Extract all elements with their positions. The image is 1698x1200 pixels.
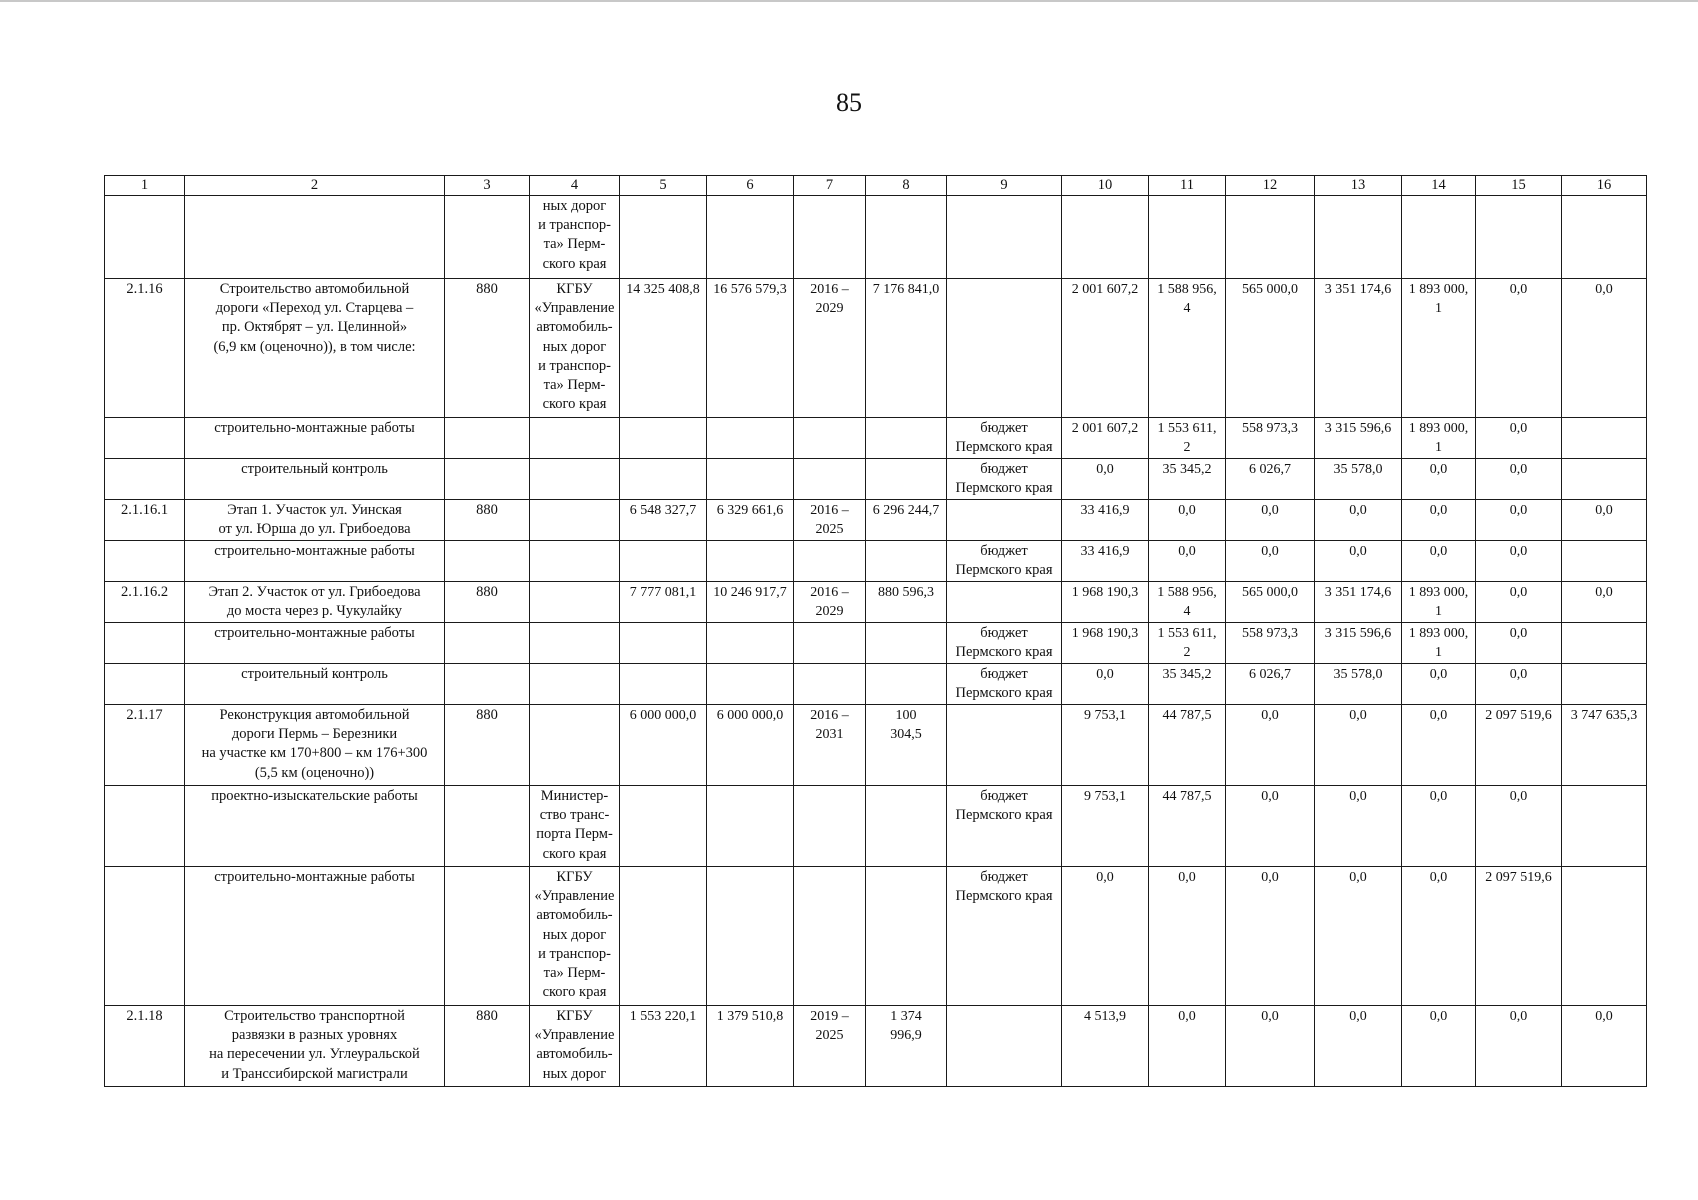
cell-year-13: 3 315 596,6 [1315, 623, 1402, 664]
cell-cost-total: 1 553 220,1 [620, 1006, 707, 1087]
cell-year-15: 0,0 [1476, 541, 1562, 582]
table-row [105, 705, 1647, 786]
cell-executor [530, 582, 620, 623]
cell-year-13: 0,0 [1315, 786, 1402, 867]
cell-year-11: 44 787,5 [1149, 705, 1226, 786]
cell-cost-estimate [707, 786, 794, 867]
column-number: 16 [1562, 176, 1647, 196]
cell-executor: Министер- ство транс- порта Перм- ского края [530, 786, 620, 867]
cell-year-10: 4 513,9 [1062, 1006, 1149, 1087]
cell-cost-estimate: 10 246 917,7 [707, 582, 794, 623]
cell-year-10: 9 753,1 [1062, 705, 1149, 786]
cell-year-13: 3 351 174,6 [1315, 279, 1402, 418]
cell-executor: КГБУ «Управление автомобиль- ных дорог [530, 1006, 620, 1087]
cell-period [794, 418, 866, 459]
cell-year-11: 0,0 [1149, 500, 1226, 541]
cell-year-16 [1562, 541, 1647, 582]
cell-year-14: 1 893 000, 1 [1402, 279, 1476, 418]
column-number: 5 [620, 176, 707, 196]
cell-executor [530, 500, 620, 541]
cell-item-name: Реконструкция автомобильной дороги Пермь – Березники на участке км 170+800 – км 176+300 (5,5 км (оценочно)) [185, 705, 445, 786]
cell-period [794, 664, 866, 705]
cell-year-12 [1226, 196, 1315, 279]
cell-year-16 [1562, 664, 1647, 705]
cell-item-number [105, 786, 185, 867]
cell-cost-estimate: 6 329 661,6 [707, 500, 794, 541]
page-number: 85 [836, 88, 862, 117]
cell-year-11: 35 345,2 [1149, 664, 1226, 705]
cell-year-16: 3 747 635,3 [1562, 705, 1647, 786]
cell-year-11: 0,0 [1149, 541, 1226, 582]
cell-year-14: 1 893 000, 1 [1402, 582, 1476, 623]
cell-cost-prior: 880 596,3 [866, 582, 947, 623]
cell-year-13 [1315, 196, 1402, 279]
cell-year-15: 0,0 [1476, 623, 1562, 664]
cell-year-12: 558 973,3 [1226, 623, 1315, 664]
cell-year-11: 1 588 956, 4 [1149, 279, 1226, 418]
cell-year-15: 0,0 [1476, 786, 1562, 867]
cell-year-15: 0,0 [1476, 1006, 1562, 1087]
column-number: 12 [1226, 176, 1315, 196]
cell-year-11: 0,0 [1149, 1006, 1226, 1087]
cell-executor: КГБУ «Управление автомобиль- ных дорог и транспор- та» Перм- ского края [530, 279, 620, 418]
cell-cost-prior [866, 541, 947, 582]
cell-year-15: 0,0 [1476, 582, 1562, 623]
cell-code [445, 196, 530, 279]
cell-year-10: 1 968 190,3 [1062, 623, 1149, 664]
cell-cost-total: 14 325 408,8 [620, 279, 707, 418]
cell-cost-prior [866, 664, 947, 705]
cell-cost-prior [866, 196, 947, 279]
cell-year-13: 0,0 [1315, 705, 1402, 786]
cell-cost-total: 6 548 327,7 [620, 500, 707, 541]
cell-year-12: 6 026,7 [1226, 664, 1315, 705]
table-row [105, 418, 1647, 459]
table-row [105, 786, 1647, 867]
cell-code [445, 786, 530, 867]
cell-cost-total: 7 777 081,1 [620, 582, 707, 623]
cell-year-12: 0,0 [1226, 705, 1315, 786]
cell-year-10 [1062, 196, 1149, 279]
cell-cost-prior [866, 459, 947, 500]
cell-year-11: 44 787,5 [1149, 786, 1226, 867]
cell-item-number: 2.1.16.2 [105, 582, 185, 623]
cell-item-number [105, 196, 185, 279]
budget-table [104, 175, 1647, 1087]
cell-year-14: 1 893 000, 1 [1402, 623, 1476, 664]
cell-cost-estimate [707, 418, 794, 459]
cell-year-13: 3 351 174,6 [1315, 582, 1402, 623]
cell-cost-prior [866, 623, 947, 664]
cell-item-number [105, 664, 185, 705]
column-number: 9 [947, 176, 1062, 196]
cell-code: 880 [445, 500, 530, 541]
cell-year-12: 0,0 [1226, 786, 1315, 867]
cell-funding-source [947, 705, 1062, 786]
table-row [105, 867, 1647, 1006]
cell-cost-prior: 6 296 244,7 [866, 500, 947, 541]
cell-funding-source: бюджет Пермского края [947, 623, 1062, 664]
column-number: 13 [1315, 176, 1402, 196]
cell-period: 2016 – 2025 [794, 500, 866, 541]
cell-year-13: 3 315 596,6 [1315, 418, 1402, 459]
cell-code: 880 [445, 279, 530, 418]
column-number: 1 [105, 176, 185, 196]
cell-year-13: 35 578,0 [1315, 459, 1402, 500]
cell-year-11: 1 553 611, 2 [1149, 418, 1226, 459]
cell-item-name: строительно-монтажные работы [185, 867, 445, 1006]
table-row [105, 664, 1647, 705]
cell-cost-estimate [707, 196, 794, 279]
cell-funding-source [947, 279, 1062, 418]
cell-year-16 [1562, 786, 1647, 867]
cell-year-16 [1562, 623, 1647, 664]
column-number: 2 [185, 176, 445, 196]
cell-cost-total [620, 196, 707, 279]
cell-item-number [105, 541, 185, 582]
cell-funding-source: бюджет Пермского края [947, 786, 1062, 867]
cell-year-10: 9 753,1 [1062, 786, 1149, 867]
cell-item-name: проектно-изыскательские работы [185, 786, 445, 867]
cell-executor: ных дорог и транспор- та» Перм- ского края [530, 196, 620, 279]
cell-executor [530, 664, 620, 705]
column-number: 8 [866, 176, 947, 196]
cell-item-number: 2.1.16 [105, 279, 185, 418]
cell-cost-estimate: 6 000 000,0 [707, 705, 794, 786]
cell-year-11 [1149, 196, 1226, 279]
cell-cost-estimate [707, 867, 794, 1006]
cell-cost-prior: 7 176 841,0 [866, 279, 947, 418]
table-row [105, 500, 1647, 541]
cell-code [445, 418, 530, 459]
cell-item-number: 2.1.18 [105, 1006, 185, 1087]
table-row [105, 196, 1647, 279]
column-number-row [105, 176, 1647, 196]
cell-cost-estimate [707, 459, 794, 500]
cell-year-10: 0,0 [1062, 664, 1149, 705]
cell-year-10: 0,0 [1062, 867, 1149, 1006]
cell-cost-prior [866, 418, 947, 459]
cell-executor [530, 705, 620, 786]
cell-year-16 [1562, 867, 1647, 1006]
cell-year-14: 0,0 [1402, 541, 1476, 582]
cell-cost-total [620, 541, 707, 582]
cell-item-name: строительный контроль [185, 459, 445, 500]
cell-code: 880 [445, 1006, 530, 1087]
cell-year-14: 0,0 [1402, 1006, 1476, 1087]
cell-year-16 [1562, 196, 1647, 279]
column-number: 14 [1402, 176, 1476, 196]
cell-funding-source: бюджет Пермского края [947, 418, 1062, 459]
cell-year-12: 0,0 [1226, 541, 1315, 582]
cell-year-12: 0,0 [1226, 867, 1315, 1006]
cell-year-12: 0,0 [1226, 1006, 1315, 1087]
cell-year-15: 2 097 519,6 [1476, 867, 1562, 1006]
cell-year-15: 0,0 [1476, 664, 1562, 705]
cell-year-16: 0,0 [1562, 582, 1647, 623]
cell-cost-estimate: 16 576 579,3 [707, 279, 794, 418]
cell-executor [530, 541, 620, 582]
table-row [105, 279, 1647, 418]
cell-year-16 [1562, 418, 1647, 459]
cell-funding-source [947, 1006, 1062, 1087]
table-row [105, 459, 1647, 500]
cell-year-16: 0,0 [1562, 279, 1647, 418]
cell-year-14: 0,0 [1402, 664, 1476, 705]
cell-year-16: 0,0 [1562, 1006, 1647, 1087]
cell-year-10: 33 416,9 [1062, 541, 1149, 582]
cell-cost-total [620, 664, 707, 705]
cell-code: 880 [445, 582, 530, 623]
cell-cost-prior: 1 374 996,9 [866, 1006, 947, 1087]
scan-top-edge [0, 0, 1698, 2]
cell-year-13: 0,0 [1315, 867, 1402, 1006]
cell-item-number: 2.1.17 [105, 705, 185, 786]
cell-year-13: 0,0 [1315, 541, 1402, 582]
cell-year-12: 565 000,0 [1226, 582, 1315, 623]
cell-item-name: строительно-монтажные работы [185, 418, 445, 459]
cell-item-number [105, 867, 185, 1006]
cell-cost-estimate: 1 379 510,8 [707, 1006, 794, 1087]
cell-executor [530, 623, 620, 664]
cell-item-number [105, 418, 185, 459]
cell-funding-source: бюджет Пермского края [947, 867, 1062, 1006]
table-row [105, 1006, 1647, 1087]
cell-year-14: 0,0 [1402, 867, 1476, 1006]
cell-year-11: 1 588 956, 4 [1149, 582, 1226, 623]
cell-year-15: 0,0 [1476, 500, 1562, 541]
cell-year-14: 0,0 [1402, 705, 1476, 786]
cell-year-16: 0,0 [1562, 500, 1647, 541]
cell-period [794, 623, 866, 664]
cell-period [794, 541, 866, 582]
cell-year-11: 1 553 611, 2 [1149, 623, 1226, 664]
cell-year-10: 1 968 190,3 [1062, 582, 1149, 623]
cell-item-name: строительный контроль [185, 664, 445, 705]
column-number: 3 [445, 176, 530, 196]
cell-period [794, 459, 866, 500]
table-row [105, 541, 1647, 582]
cell-code [445, 541, 530, 582]
cell-cost-estimate [707, 541, 794, 582]
cell-year-15: 2 097 519,6 [1476, 705, 1562, 786]
cell-cost-total [620, 623, 707, 664]
cell-year-15: 0,0 [1476, 418, 1562, 459]
cell-year-15: 0,0 [1476, 459, 1562, 500]
cell-code [445, 867, 530, 1006]
cell-year-12: 0,0 [1226, 500, 1315, 541]
cell-period: 2016 – 2029 [794, 279, 866, 418]
column-number: 11 [1149, 176, 1226, 196]
cell-funding-source [947, 196, 1062, 279]
cell-item-name: Строительство транспортной развязки в разных уровнях на пересечении ул. Углеуральской и Транссибирской магистрали [185, 1006, 445, 1087]
cell-cost-total [620, 867, 707, 1006]
cell-cost-total [620, 459, 707, 500]
table-row [105, 623, 1647, 664]
cell-code [445, 664, 530, 705]
cell-period [794, 867, 866, 1006]
cell-period: 2016 – 2029 [794, 582, 866, 623]
cell-funding-source: бюджет Пермского края [947, 541, 1062, 582]
cell-item-number [105, 459, 185, 500]
cell-item-number [105, 623, 185, 664]
cell-executor [530, 459, 620, 500]
cell-funding-source [947, 500, 1062, 541]
cell-year-16 [1562, 459, 1647, 500]
cell-year-12: 565 000,0 [1226, 279, 1315, 418]
cell-item-name: строительно-монтажные работы [185, 541, 445, 582]
column-number: 7 [794, 176, 866, 196]
cell-year-15 [1476, 196, 1562, 279]
cell-code [445, 459, 530, 500]
cell-cost-total [620, 418, 707, 459]
cell-executor [530, 418, 620, 459]
cell-year-10: 0,0 [1062, 459, 1149, 500]
cell-year-15: 0,0 [1476, 279, 1562, 418]
cell-year-14: 0,0 [1402, 786, 1476, 867]
column-number: 6 [707, 176, 794, 196]
cell-cost-prior: 100 304,5 [866, 705, 947, 786]
column-number: 4 [530, 176, 620, 196]
cell-period [794, 786, 866, 867]
cell-item-name: Этап 2. Участок от ул. Грибоедова до моста через р. Чукулайку [185, 582, 445, 623]
column-number: 10 [1062, 176, 1149, 196]
cell-code: 880 [445, 705, 530, 786]
cell-funding-source [947, 582, 1062, 623]
cell-cost-estimate [707, 623, 794, 664]
cell-year-10: 2 001 607,2 [1062, 418, 1149, 459]
cell-item-number: 2.1.16.1 [105, 500, 185, 541]
cell-period: 2019 – 2025 [794, 1006, 866, 1087]
cell-item-name: Строительство автомобильной дороги «Переход ул. Старцева – пр. Октябрят – ул. Целинной» (6,9 км (оценочно)), в том числе: [185, 279, 445, 418]
cell-year-10: 2 001 607,2 [1062, 279, 1149, 418]
cell-year-14 [1402, 196, 1476, 279]
cell-executor: КГБУ «Управление автомобиль- ных дорог и транспор- та» Перм- ского края [530, 867, 620, 1006]
cell-year-14: 0,0 [1402, 500, 1476, 541]
cell-cost-prior [866, 786, 947, 867]
cell-year-13: 35 578,0 [1315, 664, 1402, 705]
cell-funding-source: бюджет Пермского края [947, 664, 1062, 705]
column-number: 15 [1476, 176, 1562, 196]
cell-year-13: 0,0 [1315, 500, 1402, 541]
cell-cost-total [620, 786, 707, 867]
cell-year-10: 33 416,9 [1062, 500, 1149, 541]
cell-code [445, 623, 530, 664]
cell-item-name [185, 196, 445, 279]
cell-year-11: 0,0 [1149, 867, 1226, 1006]
cell-funding-source: бюджет Пермского края [947, 459, 1062, 500]
cell-item-name: Этап 1. Участок ул. Уинская от ул. Юрша до ул. Грибоедова [185, 500, 445, 541]
table-body [105, 176, 1647, 1087]
table-row [105, 582, 1647, 623]
cell-year-14: 1 893 000, 1 [1402, 418, 1476, 459]
cell-cost-estimate [707, 664, 794, 705]
cell-cost-total: 6 000 000,0 [620, 705, 707, 786]
cell-cost-prior [866, 867, 947, 1006]
cell-year-14: 0,0 [1402, 459, 1476, 500]
cell-year-11: 35 345,2 [1149, 459, 1226, 500]
cell-period [794, 196, 866, 279]
cell-year-12: 6 026,7 [1226, 459, 1315, 500]
cell-year-13: 0,0 [1315, 1006, 1402, 1087]
cell-year-12: 558 973,3 [1226, 418, 1315, 459]
cell-period: 2016 – 2031 [794, 705, 866, 786]
cell-item-name: строительно-монтажные работы [185, 623, 445, 664]
